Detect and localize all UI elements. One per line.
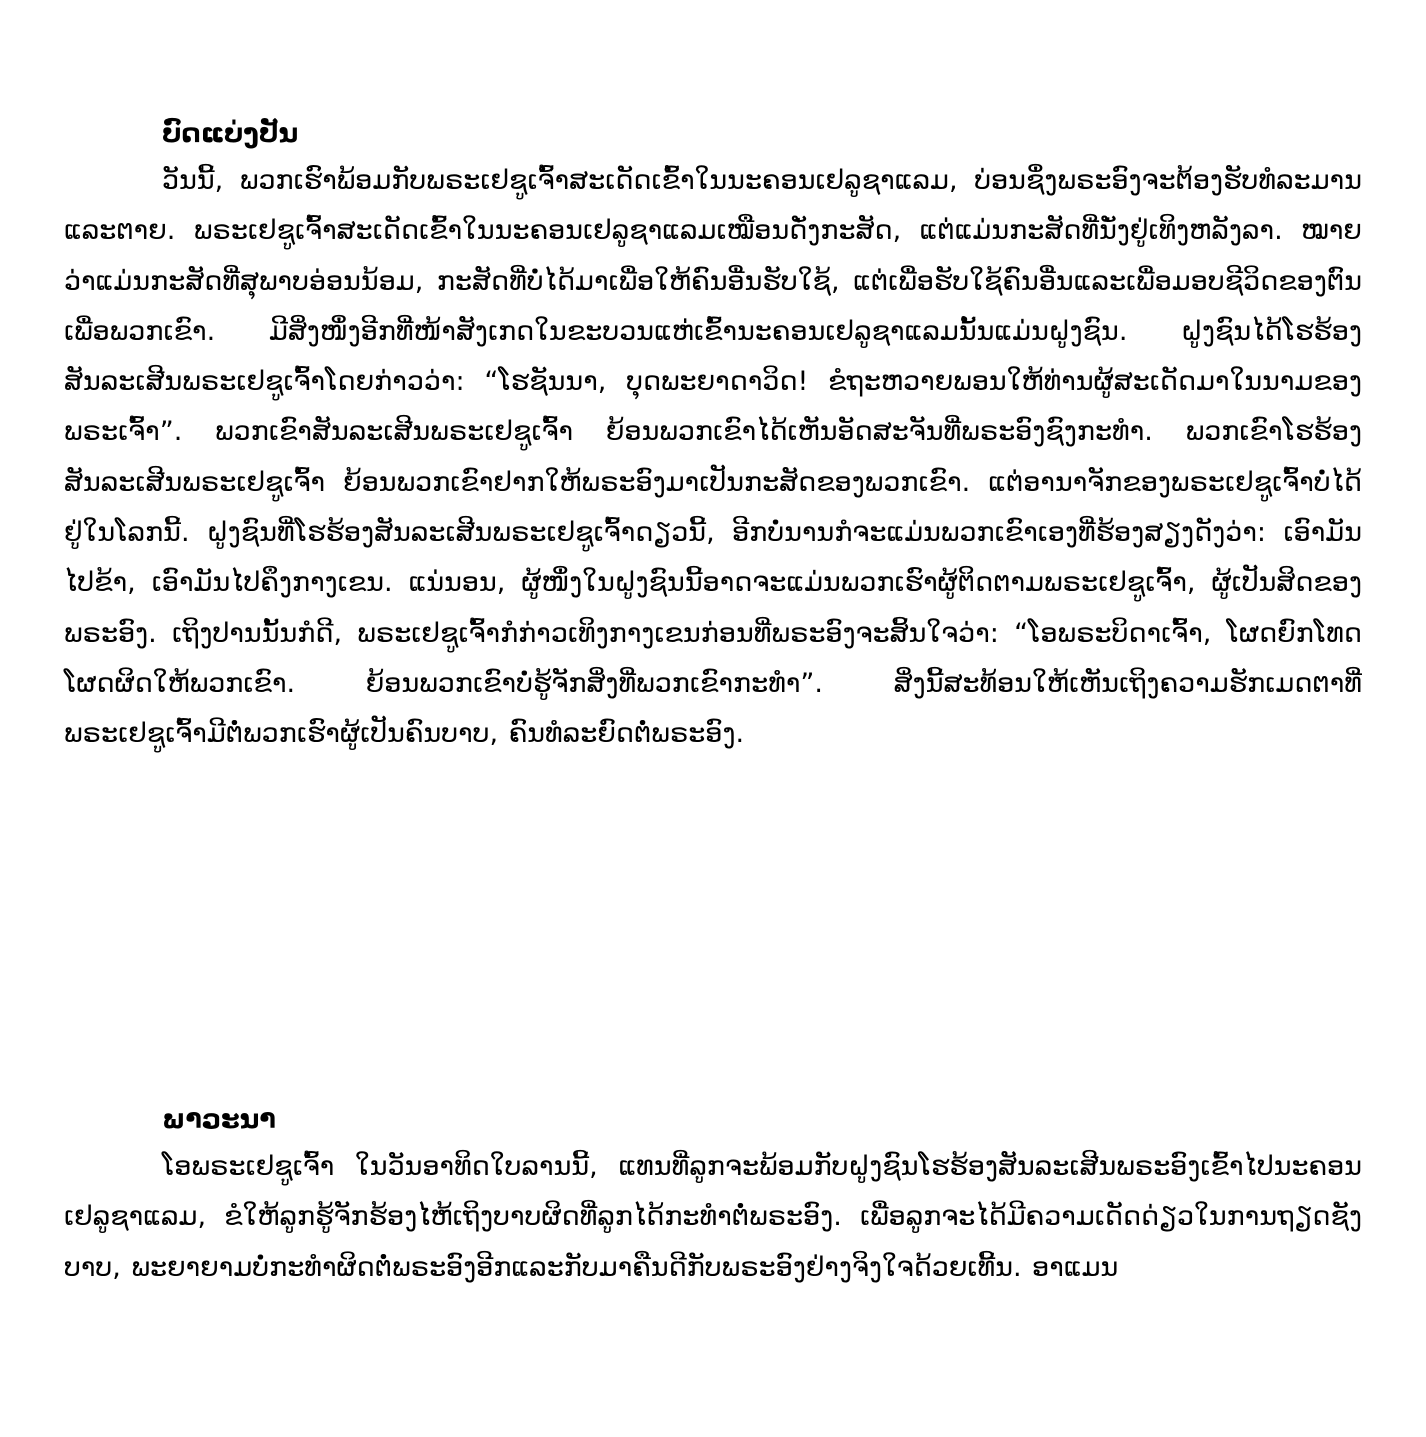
reflection-heading: ບົດແບ່ງປັນ: [162, 118, 299, 149]
prayer-section: [64, 1098, 1362, 1293]
prayer-paragraph: ໂອພຣະເຢຊູເຈົ້າ ໃນວັນອາທິດໃບລານນີ້, ແທນທີ່ລູກຈະພ້ອມກັບຝູງຊົນໂຮຮ້ອງສັນລະເສີນພຣະອົງເຂົ້າໄປນະຄອນເຢລູຊາແລມ, ຂໍໃຫ້ລູກຮູ້ຈັກຮ້ອງໄຫ້ເຖິງບາບຜິດທີ່ລູກໄດ້ກະທໍາຕໍ່ພຣະອົງ. ເພື່ອລູກຈະໄດ້ມີຄວາມເດັດດ່ຽວໃນການຖຽດຊັງບາບ, ພະຍາຍາມບໍ່ກະທໍາຜິດຕໍ່ພຣະອົງອີກແລະກັບມາຄືນດີກັບພຣະອົງຢ່າງຈິງໃຈດ້ວຍເທີ້ນ. ອາແມນ: [64, 1151, 1362, 1283]
reflection-paragraph: ວັນນີ້, ພວກເຮົາພ້ອມກັບພຣະເຢຊູເຈົ້າສະເດັດເຂົ້າໃນນະຄອນເຢລູຊາແລມ, ບ່ອນຊຶ່ງພຣະອົງຈະຕ້ອງຮັບທໍລະມານແລະຕາຍ. ພຣະເຢຊູເຈົ້າສະເດັດເຂົ້າໃນນະຄອນເຢລູຊາແລມເໝືອນດັ່ງກະສັດ, ແຕ່ແມ່ນກະສັດທີ່ນັ່ງຢູ່ເທິງຫລັງລາ. ໝາຍວ່າແມ່ນກະສັດທີ່ສຸພາບອ່ອນນ້ອມ, ກະສັດທີ່ບໍ່ໄດ້ມາເພື່ອໃຫ້ຄົນອື່ນຮັບໃຊ້, ແຕ່ເພື່ອຮັບໃຊ້ຄົນອື່ນແລະເພື່ອມອບຊີວິດຂອງຕົນເພື່ອພວກເຂົາ. ມີສິ່ງໜຶ່ງອີກທີ່ໜ້າສັງເກດໃນຂະບວນແຫ່ເຂົ້ານະຄອນເຢລູຊາແລມນັ້ນແມ່ນຝູງຊົນ. ຝູງຊົນໄດ້ໂຮຮ້ອງສັນລະເສີນພຣະເຢຊູເຈົ້າໂດຍກ່າວວ່າ: “ໂຮຊັນນາ, ບຸດພະຍາດາວິດ! ຂໍຖະຫວາຍພອນໃຫ້ທ່ານຜູ້ສະເດັດມາໃນນາມຂອງພຣະເຈົ້າ”. ພວກເຂົາສັນລະເສີນພຣະເຢຊູເຈົ້າ ຍ້ອນພວກເຂົາໄດ້ເຫັນອັດສະຈັນທີ່ພຣະອົງຊົງກະທໍາ. ພວກເຂົາໂຮຮ້ອງສັນລະເສີນພຣະເຢຊູເຈົ້າ ຍ້ອນພວກເຂົາຢາກໃຫ້ພຣະອົງມາເປັນກະສັດຂອງພວກເຂົາ. ແຕ່ອານາຈັກຂອງພຣະເຢຊູເຈົ້າບໍ່ໄດ້ຢູ່ໃນໂລກນີ້. ຝູງຊົນທີ່ໂຮຮ້ອງສັນລະເສີນພຣະເຢຊູເຈົ້າດຽວນີ້, ອີກບໍ່ນານກໍຈະແມ່ນພວກເຂົາເອງທີ່ຮ້ອງສຽງດັງວ່າ: ເອົາມັນໄປຂ້າ, ເອົາມັນໄປຄຶງກາງເຂນ. ແນ່ນອນ, ຜູ້ໜຶ່ງໃນຝູງຊົນນີ້ອາດຈະແມ່ນພວກເຮົາຜູ້ຕິດຕາມພຣະເຢຊູເຈົ້າ, ຜູ້ເປັນສິດຂອງພຣະອົງ. ເຖິງປານນັ້ນກໍດີ, ພຣະເຢຊູເຈົ້າກໍກ່າວເທິງກາງເຂນກ່ອນທີ່ພຣະອົງຈະສິ້ນໃຈວ່າ: “ໂອພຣະບິດາເຈົ້າ, ໂຜດຍົກໂທດໂຜດຜິດໃຫ້ພວກເຂົາ. ຍ້ອນພວກເຂົາບໍ່ຮູ້ຈັກສິ່ງທີ່ພວກເຂົາກະທໍາ”. ສິ່ງນີ້ສະທ້ອນໃຫ້ເຫັນເຖິງຄວາມຮັກເມດຕາທີ່ພຣະເຢຊູເຈົ້າມີຕໍ່ພວກເຮົາຜູ້ເປັນຄົນບາບ, ຄົນທໍລະຍົດຕໍ່ພຣະອົງ.: [64, 165, 1362, 750]
prayer-heading: ພາວະນາ: [162, 1104, 276, 1135]
reflection-section: [64, 112, 1362, 760]
